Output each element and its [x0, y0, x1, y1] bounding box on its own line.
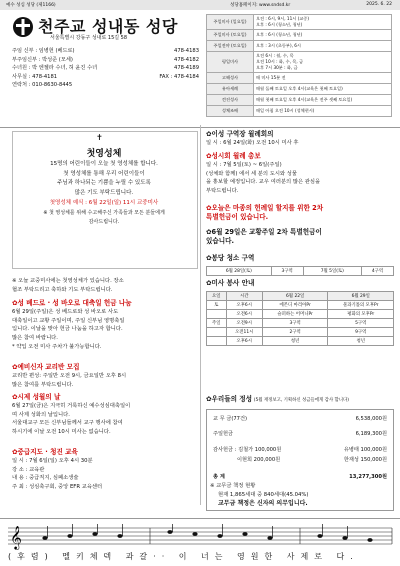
schedule-row — [207, 52, 392, 73]
schedule-row — [207, 95, 392, 106]
table-header-cell: 시간 — [226, 292, 262, 301]
finance-label: 이현희 200,000원 — [237, 457, 281, 463]
top-left-text: 예수 성심 성당 (제1166) — [6, 3, 56, 8]
schedule-value: 매 미사 15분 전 — [254, 73, 392, 84]
schedule-row — [207, 41, 392, 52]
staff-phone: FAX : 478-4184 — [159, 73, 199, 80]
schedule-value: 매월 둘째 토요일 오후 4시(교육은 첫째 토요일) — [254, 84, 392, 95]
mass-schedule-table — [206, 14, 392, 117]
staff-phone: 478-4189 — [174, 65, 199, 72]
notice-peter-paul — [12, 299, 198, 352]
schedule-value: 오후 : 3시 (초등부), 6시 — [254, 41, 392, 52]
staff-row — [12, 56, 199, 65]
notice-text: 6월 29일(주일)은 성 베드로와 성 바오로 사도 대축일이고 교황 주일이며, 주일 신부님 영명축일 입니다. 이날을 맞아 헌금 나눔을 하고자 합니다. 많은 참여 바랍니다. * 약입 오전 미사 주차가 불가능합니다. — [12, 308, 125, 350]
table-header-cell: 6월 22일 — [262, 292, 328, 301]
schedule-row — [207, 84, 392, 95]
notice-heading: ✿ 시제 성월의 날 — [12, 393, 198, 402]
top-center-text: 성당홈페이지: www.sndsd.kr — [230, 3, 291, 8]
notice-text: 일 시 : 7월 5일(토) ~ 6일(주일) (성체와 함께) 에서 세 분의 도시와 성물 을 홍보할 예정입니다. 교우 여러분의 많은 관심을 부탁드립니다. — [206, 161, 321, 195]
staff-name: : 박 엔젤라 수녀, 허 윤진 수녀 — [28, 65, 98, 72]
finance-label: 주일헌금 — [213, 431, 234, 437]
schedule-row — [207, 30, 392, 41]
schedule-value: 매월 첫째 토요일 오후 4시(교육은 전주 셋째 토요일) — [254, 95, 392, 106]
table-cell: 에몬디 마리아Pr — [262, 301, 328, 310]
finance-value: 6,538,000원 — [355, 416, 387, 422]
table-cell: 4구역 — [362, 267, 394, 276]
notice-catechumen — [12, 363, 198, 389]
staff-name: : 478-4181 — [28, 73, 58, 80]
table-row — [207, 328, 394, 337]
notice-heading: ✿ 예비신자 교리반 모집 — [12, 363, 198, 372]
staff-role: 주임 신부 — [12, 48, 34, 54]
table-cell: 청년 — [328, 337, 394, 346]
notice-text: 일 시 : 7월 6일(일) 오후 4시 30분 강 소 : 교육관 내 용 : 중급직지, 심폐소생술 주 최 : 성심축구회, 중앙 EFR 교육센터 — [12, 457, 103, 491]
staff-phone: 478-4183 — [174, 48, 199, 54]
cleaning-heading-wrap — [206, 254, 394, 263]
finance-total-value: 13,277,300원 — [349, 474, 387, 480]
communion-text: 15명의 어린이들이 오늘 첫 영성체를 합니다. 첫 영성체를 통해 우리 어린이들이 주님과 하나되는 기쁨을 누릴 수 있도록 많은 기도 부탁드립니다. — [50, 161, 158, 196]
notice-pope-sunday — [206, 228, 394, 246]
staff-role: 연락처 — [12, 82, 28, 89]
table-cell: 평화의 모후Pr — [328, 310, 394, 319]
tithe-note-duty: 교무금 책정은 신자의 의무입니다. — [218, 499, 308, 507]
table-cell: 오후6시 — [226, 301, 262, 310]
table-cell: 토 — [207, 301, 227, 310]
table-cell: 3구역 — [262, 319, 328, 328]
table-row — [207, 301, 394, 310]
page-title: 천주교 성내동 성당 — [38, 17, 178, 36]
top-bar — [0, 0, 400, 10]
table-cell: 물과기틀의 모후Pr — [328, 301, 394, 310]
table-cell — [207, 310, 227, 319]
schedule-row — [207, 15, 392, 30]
service-heading-wrap — [206, 279, 394, 288]
table-cell: 오후6시 — [226, 337, 262, 346]
finance-heading: ✿ 우리들의 정성 — [206, 395, 252, 403]
notice-education — [12, 448, 198, 492]
staff-row — [12, 47, 199, 56]
communion-note: ※ 첫 영성체를 위해 수고해주신 가족들과 모든 분들에게 감사드립니다. — [43, 209, 165, 225]
table-cell: 오전11시 — [226, 328, 262, 337]
staff-phone: 478-4182 — [174, 56, 199, 63]
divider-bottom — [0, 518, 400, 519]
column-divider — [200, 125, 201, 505]
finance-label: 교 무 금(77건) — [213, 416, 247, 422]
schedule-label: 견진성사 — [207, 95, 254, 106]
schedule-label: 성체조배 — [207, 106, 254, 117]
table-cell — [207, 328, 227, 337]
notice-special-collection — [206, 204, 394, 222]
notice-leaders-meeting — [206, 130, 394, 148]
table-row — [207, 267, 394, 276]
schedule-label: 고해성사 — [207, 73, 254, 84]
finance-label: 감사헌금 : 김철가 100,000원 — [213, 447, 282, 453]
notice-heading: ✿ 성 베드로 · 성 바오로 대축일 헌금 나눔 — [12, 299, 198, 308]
church-logo-icon — [12, 16, 34, 38]
staff-role: 부주임신부 — [12, 56, 38, 63]
notice-heading: ✿ 이성 구역장 월례회의 — [206, 130, 394, 139]
communion-title: 첫영성체 — [86, 149, 122, 159]
table-cell: 3구역 — [271, 267, 303, 276]
tithe-note-title: ※ 교무금 책정 현황 — [210, 483, 256, 489]
table-cell: 슬퍼하는 어머니Pr — [262, 310, 328, 319]
staff-name: : 임병헌 (베드로) — [35, 48, 75, 54]
staff-row — [12, 81, 199, 90]
staff-name: : 010-8630-8445 — [28, 82, 73, 89]
communion-date: 첫영성체 예식 : 6월 22일(일) 11시 교중미사 — [49, 200, 159, 206]
notice-priest-day — [12, 393, 198, 437]
table-cell — [207, 337, 227, 346]
notice-text: 6월 27일(금)은 지극히 거룩하신 예수성심대축일이 며 사제 성화의 날입니다. 서울대교구 모든 신부님들께서 교구 행사에 참여 하시기에 이날 오전 10시 미사는 없습니다. — [12, 402, 131, 436]
cleaning-heading: ✿ 봉당 청소 구역 — [206, 254, 394, 263]
staff-role: 수녀원 — [12, 65, 28, 72]
notice-first-communion — [12, 277, 198, 295]
communion-body — [16, 160, 192, 228]
table-cell: 2구역 — [262, 328, 328, 337]
table-row — [207, 310, 394, 319]
table-cell: 5구역 — [328, 319, 394, 328]
schedule-value: 매일 아침 오전 10시 (성체현시) — [254, 106, 392, 117]
finance-value: 한재성 150,000원 — [343, 457, 387, 463]
schedule-row — [207, 106, 392, 117]
finance-subtitle: (5월 재정보고, 기획하신 성금들에게 감사 합니다) — [253, 398, 349, 403]
table-cell: 6월 28일(토) — [207, 267, 272, 276]
schedule-label: 평일미사 — [207, 52, 254, 73]
table-header-cell: 6월 29일 — [328, 292, 394, 301]
table-cell: 오전9시 — [226, 319, 262, 328]
schedule-label: 유아세례 — [207, 84, 254, 95]
top-date: 2025. 6. 22 — [366, 2, 392, 7]
table-row — [207, 319, 394, 328]
notice-heading: ✿ 6월 29일은 교황주일 2차 특별헌금이 있습니다. — [206, 228, 394, 246]
table-cell: 청년 — [262, 337, 328, 346]
notice-text: 교리반 편성: 주일반 오전 9시, 금요일반 오후 8시 많은 참여를 부탁드립니다. — [12, 372, 127, 388]
notice-text: 일 시 : 6월 24일(화) 오전 10시 미사 후 — [206, 139, 299, 146]
tithe-notes — [210, 482, 396, 508]
table-header-row — [207, 292, 394, 301]
schedule-value: 오후 : 6시 (청소년, 청년) — [254, 30, 392, 41]
cross-icon: ✝ — [96, 133, 103, 142]
notice-heading: ✿ 오늘은 마종의 헌례일 할지를 위한 2차 특별헌금이 있습니다. — [206, 204, 394, 222]
table-row — [207, 337, 394, 346]
table-cell: 7월 5일(토) — [303, 267, 361, 276]
table-header-cell: 요일 — [207, 292, 227, 301]
finance-value: 유병태 100,000원 — [343, 447, 387, 453]
mass-service-table — [206, 291, 394, 346]
schedule-label: 주일미사 (토요일) — [207, 30, 254, 41]
treble-clef-icon: 𝄞 — [10, 525, 22, 549]
notice-monthly-report — [206, 152, 394, 196]
schedule-value: 오전 6시 : 월, 수, 목 오전 10시 : 화, 수, 목, 금 오후 7시 30분 : 화, 금 — [254, 52, 392, 73]
staff-row — [12, 64, 199, 73]
finance-value: 6,189,300원 — [355, 431, 387, 437]
staff-list — [12, 47, 199, 90]
schedule-label: 주일전야 (토요일) — [207, 41, 254, 52]
table-cell: 주일 — [207, 319, 227, 328]
finance-total-label: 총 계 — [213, 474, 225, 480]
staff-name: : 박성준 (모세) — [38, 56, 73, 63]
table-cell: 오전6시 — [226, 310, 262, 319]
notice-heading: ✿ 중급지도 · 청진 교육 — [12, 448, 198, 457]
notice-text: ※ 오늘 교중미사에는 첫영성체가 있습니다. 장소 협조 부탁드리고 축하와 기도 부탁드립니다. — [12, 278, 124, 293]
hymn-lyrics: (후렴) 멜키체덱 과갈·· 이 너는 영원한 사제로 다. — [8, 552, 359, 561]
schedule-value: 오전 : 6시, 9시, 11시 (교중) 오후 : 6시 (청소년, 청년) — [254, 15, 392, 30]
schedule-row — [207, 73, 392, 84]
service-heading: ✿ 미사 봉사 안내 — [206, 279, 394, 288]
tithe-note-status: 현재 1,865세대 중 840세대(45.04%) — [218, 491, 309, 498]
church-address: 서울특별시 강동구 성내로 15길 58 — [50, 35, 128, 41]
table-cell: 9구역 — [328, 328, 394, 337]
staff-row — [12, 73, 199, 82]
cleaning-table — [206, 266, 394, 276]
staff-role: 사무실 — [12, 73, 28, 80]
finance-heading-wrap — [206, 395, 394, 406]
schedule-label: 주일미사 (일요일) — [207, 15, 254, 30]
notice-heading: ✿ 성시회 월례 총보 — [206, 152, 394, 161]
